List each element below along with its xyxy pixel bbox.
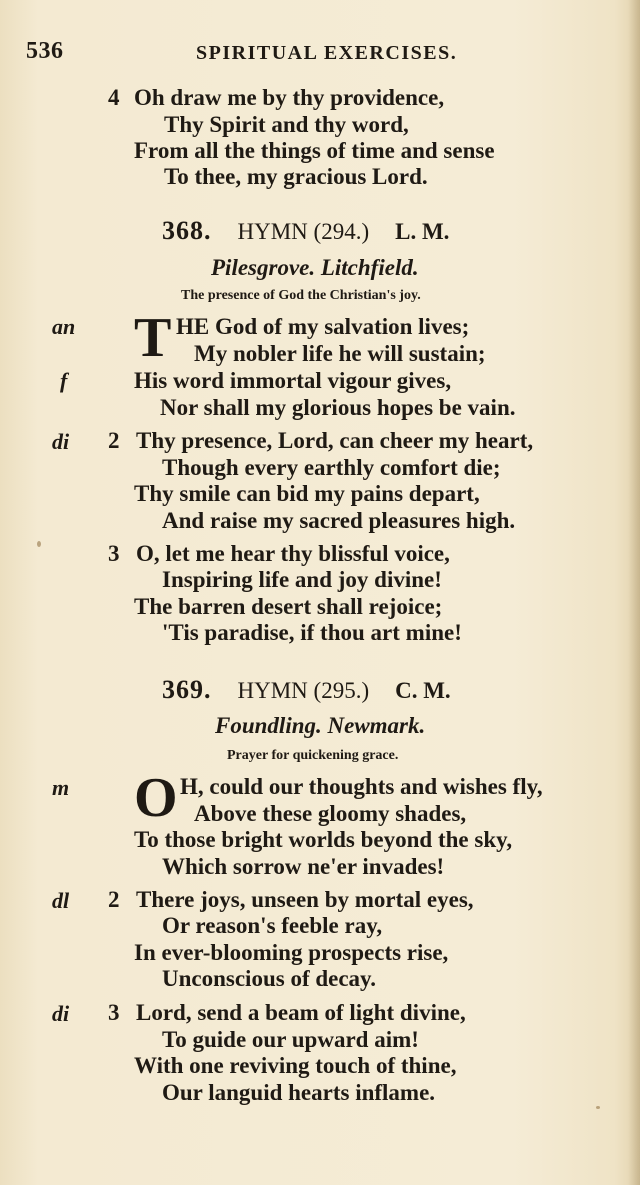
verse-line: Thy Spirit and thy word, [164, 112, 409, 137]
tune-names: Foundling. Newmark. [215, 713, 426, 738]
dynamic-mark: di [52, 429, 70, 454]
verse-line: Oh draw me by thy providence, [134, 85, 445, 110]
verse-line: And raise my sacred pleasures high. [162, 508, 516, 533]
verse-line: Unconscious of decay. [162, 966, 377, 991]
hymn-subtitle: Prayer for quickening grace. [227, 748, 399, 763]
verse-line: The barren desert shall rejoice; [134, 594, 443, 619]
hymn-number: 368. [162, 216, 212, 245]
hymn-heading [162, 675, 451, 705]
hymn-heading [162, 216, 449, 246]
verse-line: Thy presence, Lord, can cheer my heart, [136, 428, 534, 453]
verse-line: My nobler life he will sustain; [194, 341, 486, 366]
verse-line: His word immortal vigour gives, [134, 368, 452, 393]
verse-line: Our languid hearts inflame. [162, 1080, 436, 1105]
page-number: 536 [26, 38, 64, 64]
verse-line: Or reason's feeble ray, [162, 913, 383, 938]
hymn-meter: C. M. [395, 678, 451, 703]
running-title: SPIRITUAL EXERCISES. [196, 42, 458, 64]
verse-line: Nor shall my glorious hopes be vain. [160, 395, 516, 420]
verse-line: From all the things of time and sense [134, 138, 495, 163]
paper-speck [596, 1106, 600, 1109]
verse-line: With one reviving touch of thine, [134, 1053, 457, 1078]
verse-line: There joys, unseen by mortal eyes, [136, 887, 474, 912]
page-edge-shadow [628, 0, 640, 1185]
verse-line: 'Tis paradise, if thou art mine! [162, 620, 462, 645]
verse-line: Above these gloomy shades, [194, 801, 467, 826]
stanza-number: 4 [108, 85, 120, 110]
stanza-number: 2 [108, 428, 120, 453]
verse-line: O, let me hear thy blissful voice, [136, 541, 450, 566]
paper-speck [37, 541, 41, 547]
verse-line: Though every earthly comfort die; [162, 455, 501, 480]
verse-line: Which sorrow ne'er invades! [162, 854, 445, 879]
tune-names: Pilesgrove. Litchfield. [211, 255, 419, 280]
verse-line: Thy smile can bid my pains depart, [134, 481, 480, 506]
dynamic-mark: f [60, 368, 68, 393]
stanza-number: 2 [108, 887, 120, 912]
dynamic-mark: m [52, 775, 70, 800]
dynamic-mark: an [52, 314, 76, 339]
verse-line: Lord, send a beam of light divine, [136, 1000, 466, 1025]
verse-line: In ever-blooming prospects rise, [134, 940, 449, 965]
verse-line: H, could our thoughts and wishes fly, [180, 774, 543, 799]
verse-line: HE God of my salvation lives; [176, 314, 470, 339]
hymn-number: 369. [162, 675, 212, 704]
hymn-subtitle: The presence of God the Christian's joy. [181, 288, 421, 303]
verse-line: To guide our upward aim! [162, 1027, 419, 1052]
dynamic-mark: di [52, 1001, 70, 1026]
stanza-number: 3 [108, 541, 120, 566]
drop-cap: T [134, 307, 172, 369]
verse-line: To thee, my gracious Lord. [164, 164, 428, 189]
hymn-label: HYMN (294.) [237, 219, 370, 244]
stanza-number: 3 [108, 1000, 120, 1025]
dynamic-mark: dl [52, 888, 70, 913]
verse-line: To those bright worlds beyond the sky, [134, 827, 513, 852]
hymn-label: HYMN (295.) [237, 678, 370, 703]
verse-line: Inspiring life and joy divine! [162, 567, 442, 592]
hymn-meter: L. M. [395, 219, 450, 244]
drop-cap: O [134, 767, 178, 829]
